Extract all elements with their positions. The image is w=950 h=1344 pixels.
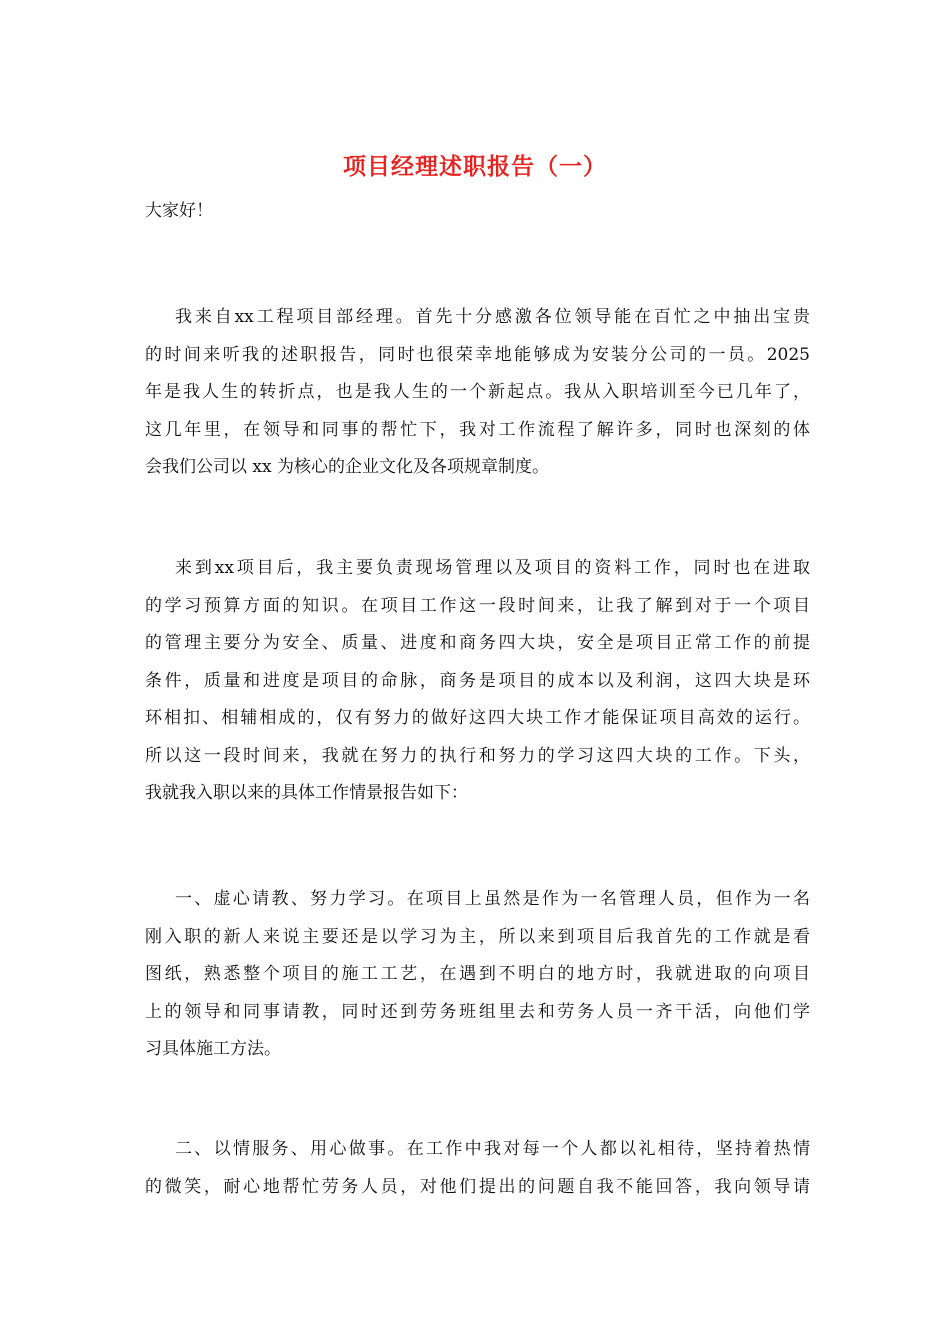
paragraph-line: 我来自xx工程项目部经理。首先十分感激各位领导能在百忙之中抽出宝贵 (175, 307, 810, 327)
paragraph-line: 来到xx项目后，我主要负责现场管理以及项目的资料工作，同时也在进取 (175, 558, 810, 578)
paragraph-line: 年是我人生的转折点，也是我人生的一个新起点。我从入职培训至今已几年了， (145, 382, 810, 402)
paragraph-line: 会我们公司以 xx 为核心的企业文化及各项规章制度。 (145, 457, 549, 477)
paragraph-line: 的时间来听我的述职报告，同时也很荣幸地能够成为安装分公司的一员。2025 (145, 344, 810, 365)
paragraph-line: 的管理主要分为安全、质量、进度和商务四大块，安全是项目正常工作的前提 (145, 633, 810, 653)
paragraph-line: 刚入职的新人来说主要还是以学习为主，所以来到项目后我首先的工作就是看 (145, 926, 810, 947)
paragraph-line: 二、以情服务、用心做事。在工作中我对每一个人都以礼相待，坚持着热情 (175, 1139, 810, 1159)
greeting: 大家好！ (145, 201, 213, 221)
paragraph-line: 这几年里，在领导和同事的帮忙下，我对工作流程了解许多，同时也深刻的体 (145, 419, 810, 440)
paragraph-section-two (145, 1131, 810, 1206)
paragraph-line: 图纸，熟悉整个项目的施工工艺，在遇到不明白的地方时，我就进取的向项目 (145, 964, 810, 984)
paragraph-intro (145, 299, 810, 487)
document-title: 项目经理述职报告（一） (343, 153, 607, 180)
paragraph-section-one (145, 881, 810, 1069)
paragraph-line: 的微笑，耐心地帮忙劳务人员，对他们提出的问题自我不能回答，我向领导请 (145, 1176, 810, 1197)
paragraph-line: 我就我入职以来的具体工作情景报告如下： (145, 783, 468, 803)
paragraph-line: 一、虚心请教、努力学习。在项目上虽然是作为一名管理人员，但作为一名 (175, 889, 810, 909)
paragraph-line: 所以这一段时间来，我就在努力的执行和努力的学习这四大块的工作。下头， (145, 745, 810, 766)
paragraph-line: 环相扣、相辅相成的，仅有努力的做好这四大块工作才能保证项目高效的运行。 (145, 708, 810, 728)
paragraph-project-work (145, 550, 810, 813)
paragraph-line: 的学习预算方面的知识。在项目工作这一段时间来，让我了解到对于一个项目 (145, 595, 810, 616)
paragraph-line: 上的领导和同事请教，同时还到劳务班组里去和劳务人员一齐干活，向他们学 (145, 1001, 810, 1022)
paragraph-line: 条件，质量和进度是项目的命脉，商务是项目的成本以及利润，这四大块是环 (145, 670, 810, 691)
paragraph-line: 习具体施工方法。 (145, 1039, 281, 1059)
